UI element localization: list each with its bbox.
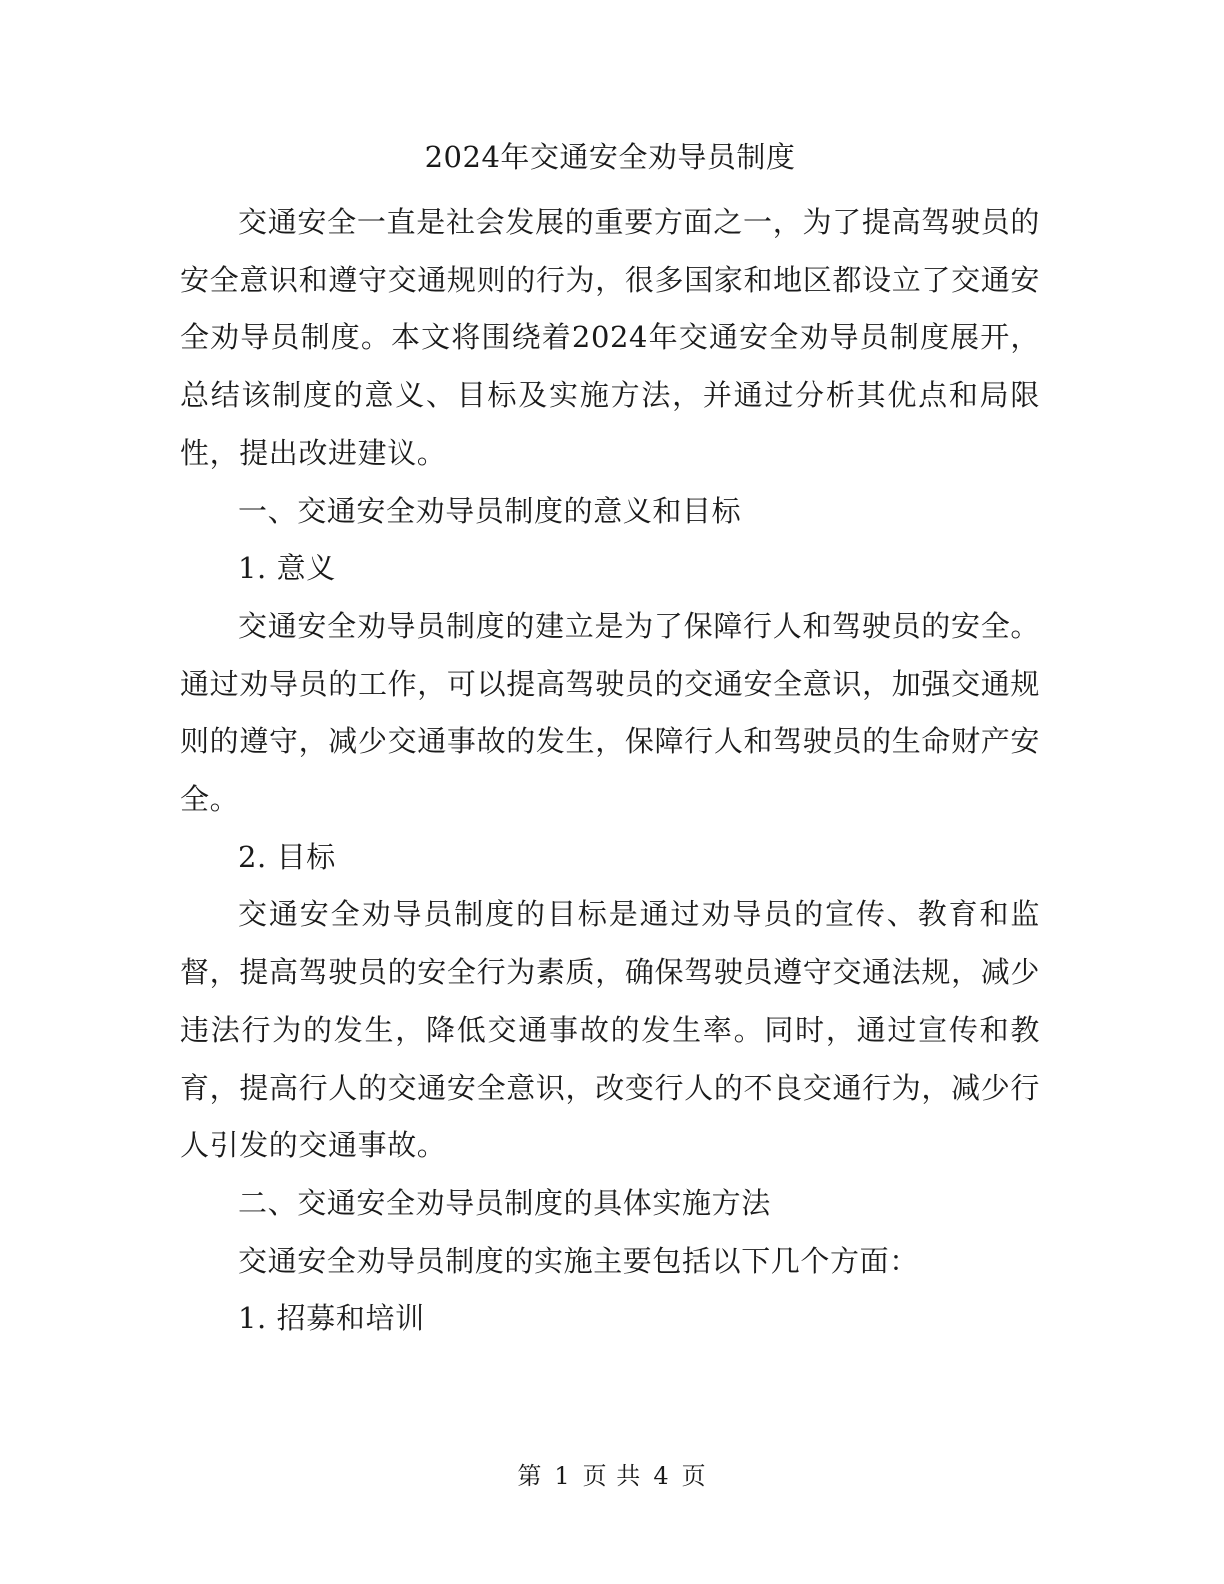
section-2-item-1-heading: 1. 招募和培训 [238, 1301, 425, 1336]
section-1-item-2-paragraph: 交通安全劝导员制度的目标是通过劝导员的宣传、教育和监督，提高驾驶员的安全行为素质，确保驾驶员遵守交通法规，减少违法行为的发生，降低交通事故的发生率。同时，通过宣传和教育，提高行人的交通安全意识，改变行人的不良交通行为，减少行人引发的交通事故。 [180, 897, 1040, 1163]
document-page [180, 132, 1040, 1348]
page-label-suffix: 页 [681, 1462, 707, 1490]
page-footer [0, 1458, 1224, 1494]
section-2-heading: 二、交通安全劝导员制度的具体实施方法 [238, 1185, 771, 1220]
intro-paragraph: 交通安全一直是社会发展的重要方面之一，为了提高驾驶员的安全意识和遵守交通规则的行为，很多国家和地区都设立了交通安全劝导员制度。本文将围绕着2024年交通安全劝导员制度展开，总结该制度的意义、目标及实施方法，并通过分析其优点和局限性，提出改进建议。 [180, 205, 1040, 470]
page-label-prefix: 第 [517, 1462, 543, 1490]
document-title: 2024年交通安全劝导员制度 [424, 140, 796, 174]
total-pages-number: 4 [653, 1462, 670, 1490]
page-label-mid: 页 共 [582, 1462, 642, 1490]
section-1-item-1-heading: 1. 意义 [238, 551, 336, 586]
section-1-heading: 一、交通安全劝导员制度的意义和目标 [238, 493, 742, 528]
section-1-item-1-paragraph: 交通安全劝导员制度的建立是为了保障行人和驾驶员的安全。通过劝导员的工作，可以提高驾驶员的交通安全意识，加强交通规则的遵守，减少交通事故的发生，保障行人和驾驶员的生命财产安全。 [180, 608, 1040, 817]
section-1-item-2-heading: 2. 目标 [238, 839, 336, 874]
section-2-paragraph: 交通安全劝导员制度的实施主要包括以下几个方面： [238, 1243, 919, 1278]
current-page-number: 1 [554, 1462, 571, 1490]
